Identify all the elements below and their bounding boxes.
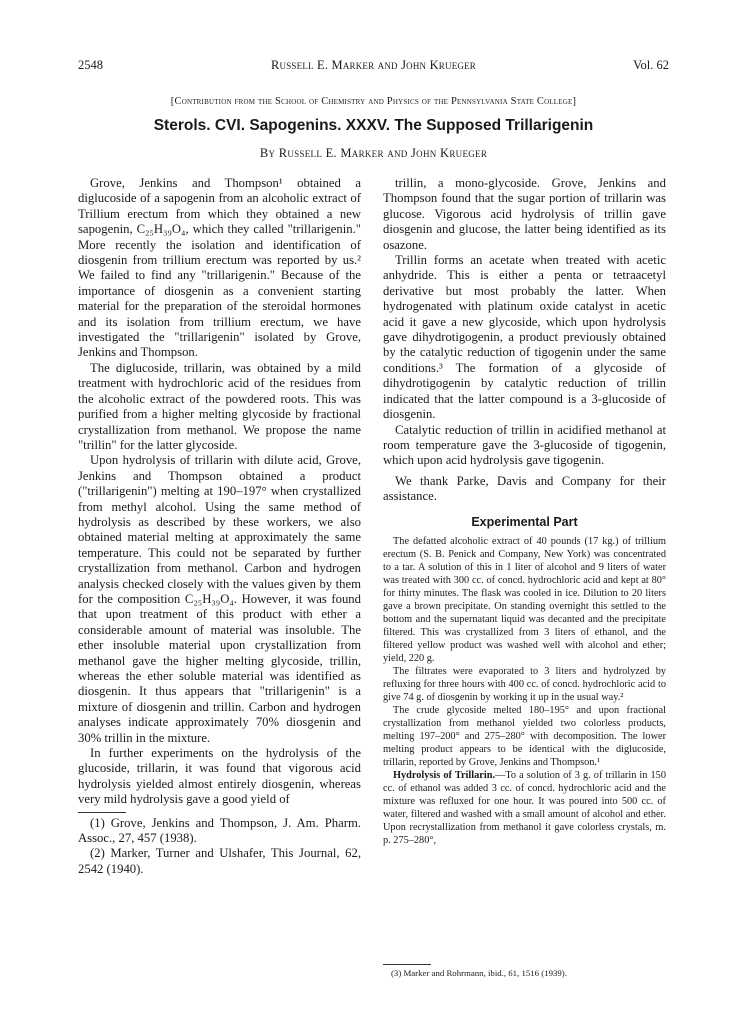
section-heading: Experimental Part bbox=[471, 514, 578, 529]
paragraph: In further experiments on the hydrolysis of the glucoside, trillarin, it was found that vigorous acid hydrolysis yielded almost entirely diosgenin, whereas very mild hydrolysis gave a good yield of bbox=[78, 746, 361, 807]
page-number: 2548 bbox=[78, 58, 103, 72]
paragraph: Catalytic reduction of trillin in acidified methanol at room temperature gave the 3-glucoside of tigogenin, which upon acid hydrolysis gave tigogenin. bbox=[383, 422, 666, 468]
running-authors: Russell E. Marker and John Krueger bbox=[270, 58, 477, 72]
footnote-rule bbox=[78, 812, 126, 813]
left-column bbox=[78, 176, 361, 877]
run-in-text: —To a solution of 3 g. of trillarin in 150 cc. of ethanol was added 3 cc. of concd. hydrochloric acid and the mixture was refluxed for one hour. It was poured into 500 cc. of water, filtered and washed with a small amount of alcohol and ether. Upon recrystallization from methanol it gave colorless crystals, m. p. 275–280°, bbox=[383, 769, 666, 846]
run-in-heading: Hydrolysis of Trillarin. bbox=[393, 769, 496, 781]
volume-label: Vol. 62 bbox=[633, 58, 669, 72]
experimental-paragraph bbox=[383, 769, 666, 847]
paragraph: Grove, Jenkins and Thompson¹ obtained a diglucoside of a sapogenin from an alcoholic extract of Trillium erectum from which they obtained a new sapogenin, C₂₅H₃₉O₄, which they called "trillarigenin." More recently the isolation and identification of diosgenin from trillium erectum was reported by us.² We failed to find any "trillarigenin." Because of the importance of diosgenin as a convenient starting material for the preparation of the steroidal hormones and its isolation from trillium erectum, we have investigated the "trillarigenin" isolated by Grove, Jenkins and Thompson. bbox=[78, 176, 361, 360]
right-column bbox=[383, 176, 666, 847]
paragraph: The diglucoside, trillarin, was obtained by a mild treatment with hydrochloric acid of the residues from the alcoholic extract of the powdered roots. This was purified from a higher melting glycoside by fractional crystallization from methanol. We propose the name "trillin" for the latter glycoside. bbox=[78, 360, 361, 452]
experimental-paragraph: The crude glycoside melted 180–195° and upon fractional crystallization from methanol yielded two colorless products, melting 197–200° and 275–280° with decomposition. The lower melting product appears to be identical with the diglucoside, trillarin, reported by Grove, Jenkins and Thompson.¹ bbox=[383, 704, 666, 768]
experimental-paragraph: The filtrates were evaporated to 3 liters and hydrolyzed by refluxing for three hours with 400 cc. of concd. hydrochloric acid to give 74 g. of diosgenin by working it up in the usual way.² bbox=[383, 665, 666, 703]
footnote-rule bbox=[383, 964, 431, 965]
article-title: Sterols. CVI. Sapogenins. XXXV. The Supposed Trillarigenin bbox=[153, 117, 594, 134]
experimental-paragraph: The defatted alcoholic extract of 40 pounds (17 kg.) of trillium erectum (S. B. Penick and Company, New York) was concentrated to a tar. A solution of this in 1 liter of alcohol and 9 liters of water was treated with 300 cc. of concd. hydrochloric acid and kept at 80° for thirty minutes. The flask was cooled in ice. Dilution to 20 liters gave a brown precipitate. On standing overnight this settled to the bottom and the supernatant liquid was decanted and the precipitate filtered. This was crystallized from 3 liters of ethanol, and the filtered yellow product was washed well with alcohol and ether; yield, 220 g. bbox=[383, 535, 666, 664]
byline: By Russell E. Marker and John Krueger bbox=[259, 146, 488, 160]
paragraph: trillin, a mono-glycoside. Grove, Jenkins and Thompson found that the sugar portion of trillarin was glucose. Vigorous acid hydrolysis of trillin gave diosgenin and glucose, the latter being identified as its osazone. bbox=[383, 176, 666, 252]
paragraph: Trillin forms an acetate when treated with acetic anhydride. This is either a penta or tetraacetyl derivative but most probably the latter. When hydrogenated with platinum oxide catalyst in acetic acid it gave a new glycoside, which upon hydrolysis gave dihydrotigogenin, a product previously obtained by the catalytic reduction of tigogenin under the same conditions.³ The formation of a glycoside of dihydrotigogenin by catalytic reduction of trillin indicated that the latter compound is a 3-glucoside of diosgenin. bbox=[383, 253, 666, 422]
paragraph: Upon hydrolysis of trillarin with dilute acid, Grove, Jenkins and Thompson obtained a product ("trillarigenin") melting at 190–197° when crystallized from methyl alcohol. Using the same method of hydrolysis as described by these workers, we also obtained material melting at approximately the same temperature. This could not be separated by further crystallization from methanol. Carbon and hydrogen analysis checked closely with the values given by them for the composition C₂₅H₃₉O₄. However, it was found that upon treatment of this product with ether a considerable amount of material was insoluble. The ether insoluble material upon crystallization from methanol gave the higher melting glycoside, trillin, whereas the ether soluble material was identified as diosgenin. It thus appears that "trillarigenin" is a mixture of diosgenin and trillin. Carbon and hydrogen analyses indicate approximately 70% diosgenin and 30% trillin in the mixture. bbox=[78, 453, 361, 745]
footnote: (2) Marker, Turner and Ulshafer, This Journal, 62, 2542 (1940). bbox=[78, 846, 361, 876]
footnote: (3) Marker and Rohrmann, ibid., 61, 1516 (1939). bbox=[391, 968, 567, 978]
paragraph: We thank Parke, Davis and Company for their assistance. bbox=[383, 473, 666, 504]
right-footnotes bbox=[383, 964, 666, 979]
footnote: (1) Grove, Jenkins and Thompson, J. Am. Pharm. Assoc., 27, 457 (1938). bbox=[78, 815, 361, 846]
contribution-line: [Contribution from the School of Chemistry and Physics of the Pennsylvania State College] bbox=[170, 96, 577, 107]
